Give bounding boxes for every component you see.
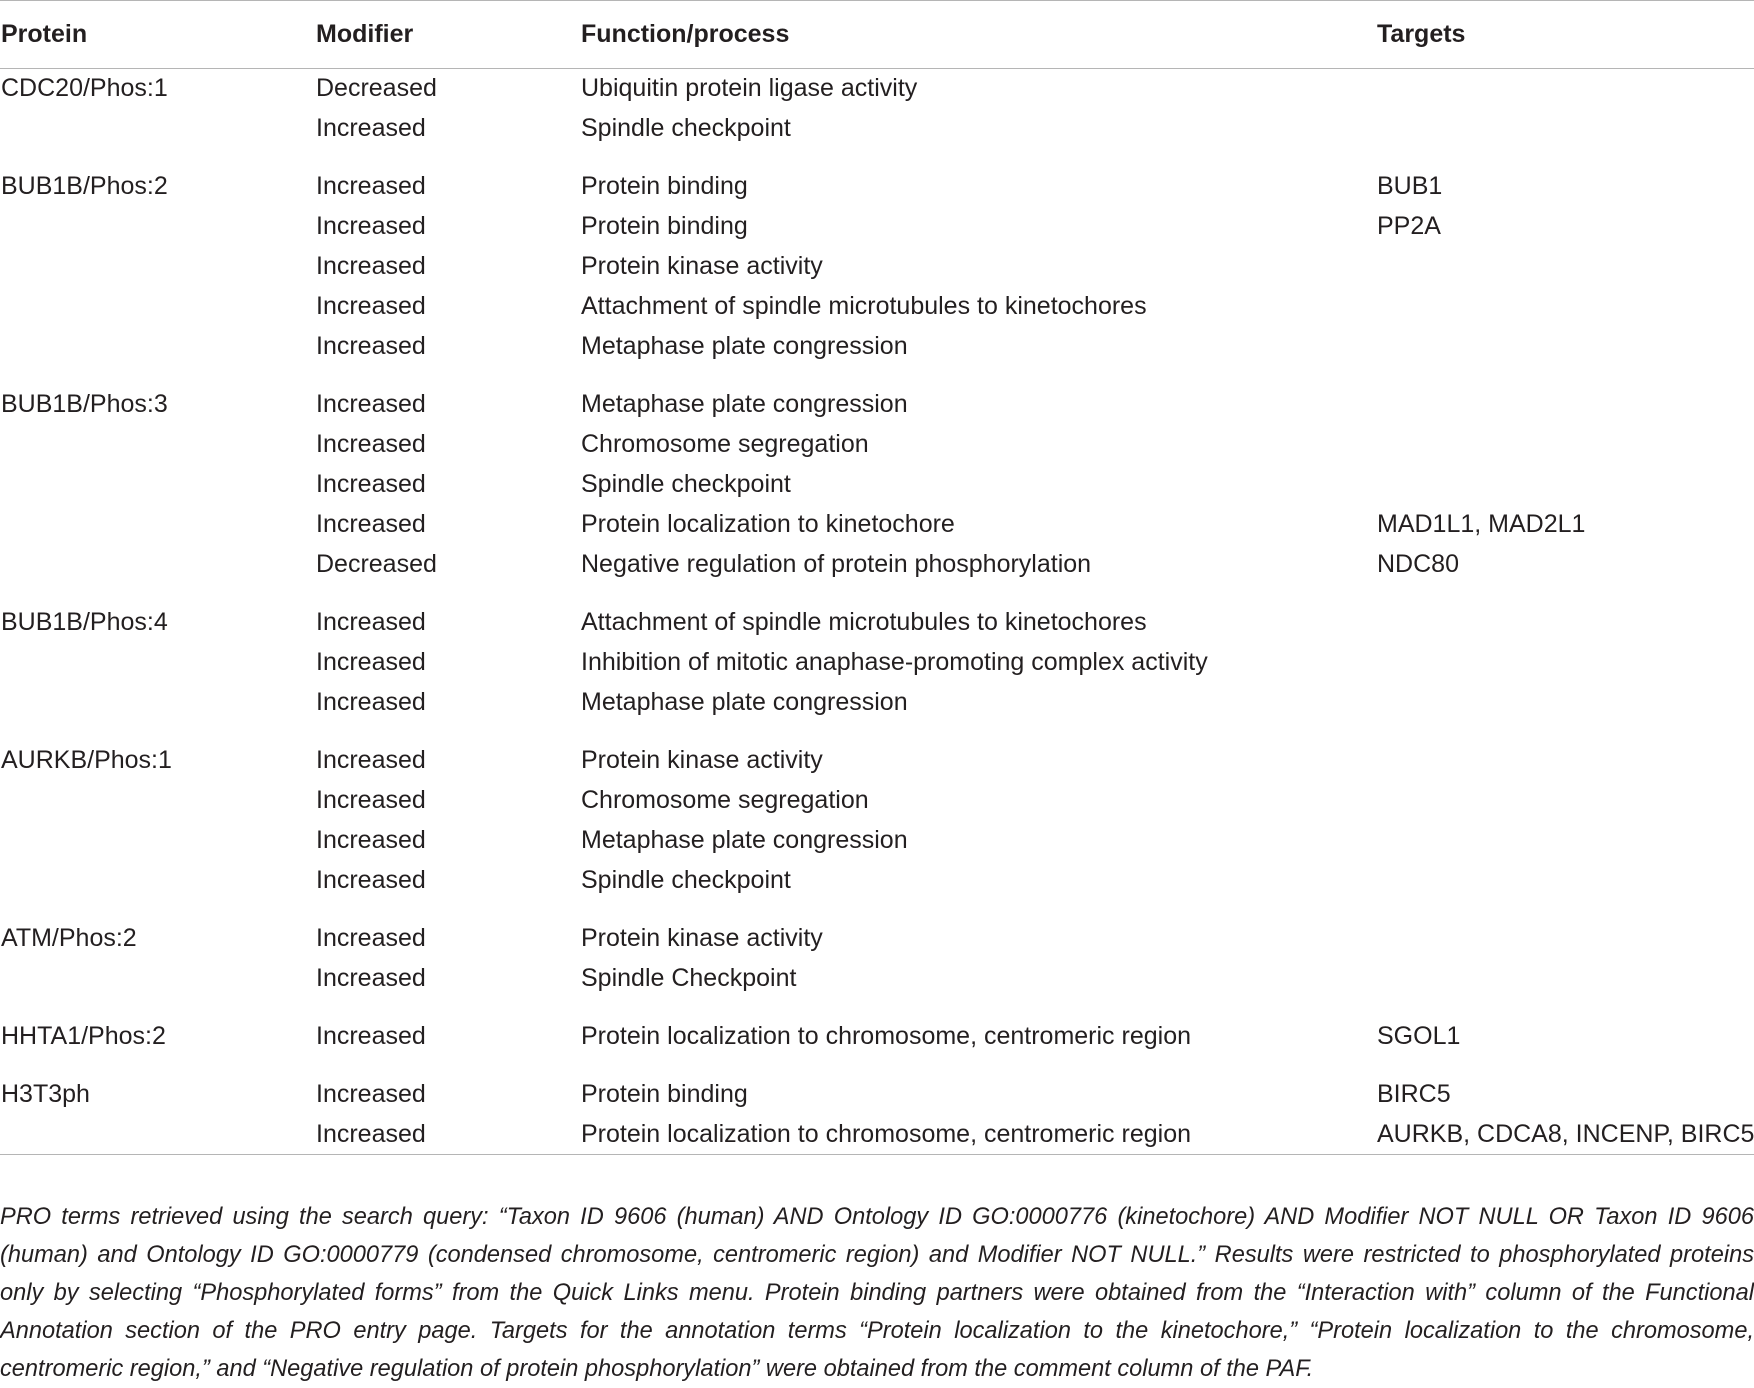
function-cell: Attachment of spindle microtubules to kinetochores [581,292,1147,320]
targets-cell: PP2A [1377,212,1441,240]
protein-cell [0,505,315,545]
function-cell: Protein localization to chromosome, centromeric region [581,1022,1191,1050]
protein-cell [0,861,315,901]
header-row [0,1,1754,69]
table-row [0,545,1754,585]
protein-cell [0,207,315,247]
table-row [0,465,1754,505]
protein-cell [0,425,315,465]
modifier-cell: Increased [316,964,426,992]
modifier-cell: Increased [316,924,426,952]
modifier-cell: Increased [316,430,426,458]
targets-cell [1376,69,1754,109]
targets-cell [1376,327,1754,367]
modifier-cell: Increased [316,390,426,418]
modifier-cell: Increased [316,470,426,498]
protein-cell: H3T3ph [1,1080,90,1108]
table-body [0,69,1754,1155]
targets-cell: NDC80 [1377,550,1459,578]
table-row [0,149,1754,207]
targets-cell [1376,861,1754,901]
function-cell: Chromosome segregation [581,430,869,458]
function-cell: Protein kinase activity [581,252,823,280]
table-row [0,1115,1754,1155]
targets-cell: BUB1 [1377,172,1443,200]
modifier-cell: Increased [316,172,426,200]
targets-cell [1376,723,1754,781]
targets-cell: AURKB, CDCA8, INCENP, BIRC5 [1377,1119,1754,1148]
targets-cell [1376,425,1754,465]
protein-cell: AURKB/Phos:1 [1,746,172,774]
function-cell: Metaphase plate congression [581,826,908,854]
function-cell: Inhibition of mitotic anaphase-promoting complex activity [581,648,1208,676]
protein-cell [0,465,315,505]
targets-cell [1376,901,1754,959]
protein-cell: HHTA1/Phos:2 [1,1022,166,1050]
modifier-cell: Increased [316,212,426,240]
table-bottom-rule [0,1155,1754,1157]
modifier-cell: Increased [316,866,426,894]
table-row [0,207,1754,247]
function-cell: Negative regulation of protein phosphorylation [581,550,1092,578]
function-cell: Protein localization to kinetochore [581,510,955,538]
targets-cell [1376,465,1754,505]
protein-cell [0,683,315,723]
table-row [0,683,1754,723]
table-row [0,723,1754,781]
function-cell: Protein binding [581,1080,748,1108]
protein-cell: BUB1B/Phos:3 [1,390,168,418]
modifier-cell: Increased [316,1022,426,1050]
table-row [0,821,1754,861]
table-row [0,505,1754,545]
targets-cell [1376,585,1754,643]
table-row [0,247,1754,287]
function-cell: Attachment of spindle microtubules to kinetochores [581,608,1147,636]
table-row [0,861,1754,901]
modifier-cell: Increased [316,688,426,716]
modifier-cell: Increased [316,746,426,774]
modifier-cell: Increased [316,292,426,320]
function-cell: Protein binding [581,172,748,200]
function-cell: Spindle checkpoint [581,114,791,142]
protein-cell [0,1115,315,1155]
footnote-line: (human) and Ontology ID GO:0000779 (condensed chromosome, centromeric region) and Modifier NOT NULL.” Results were restricted to phosphorylated proteins [0,1242,1754,1268]
modifier-cell: Increased [316,510,426,538]
protein-cell [0,287,315,327]
protein-cell: CDC20/Phos:1 [1,74,168,103]
footnote-line: PRO terms retrieved using the search query: “Taxon ID 9606 (human) AND Ontology ID GO:0000776 (kinetochore) AND Modifier NOT NULL OR Taxon ID 9606 [0,1204,1754,1230]
function-cell: Spindle checkpoint [581,470,791,498]
table-row [0,643,1754,683]
footnote-line: only by selecting “Phosphorylated forms” from the Quick Links menu. Protein binding partners were obtained from the “Interaction with” column of the Functional [0,1280,1754,1306]
targets-cell [1376,367,1754,425]
targets-cell [1376,109,1754,149]
modifier-cell: Increased [316,608,426,636]
targets-cell: BIRC5 [1377,1080,1451,1108]
function-cell: Protein binding [581,212,748,240]
targets-cell [1376,821,1754,861]
table-row [0,425,1754,465]
modifier-cell: Increased [316,252,426,280]
table-row [0,367,1754,425]
targets-cell [1376,247,1754,287]
protein-cell [0,327,315,367]
header-modifier: Modifier [315,1,580,69]
table-row [0,999,1754,1057]
protein-cell [0,247,315,287]
function-cell: Spindle checkpoint [581,866,791,894]
function-cell: Spindle Checkpoint [581,964,797,992]
footnote-line: Annotation section of the PRO entry page. Targets for the annotation terms “Protein localization to the kinetochore,” “Protein localization to the chromosome, [0,1318,1754,1344]
protein-cell: BUB1B/Phos:4 [1,608,168,636]
header-protein: Protein [0,1,315,69]
header-function: Function/process [580,1,1376,69]
protein-cell [0,643,315,683]
function-cell: Metaphase plate congression [581,688,908,716]
table-row [0,69,1754,109]
table-row [0,585,1754,643]
function-cell: Chromosome segregation [581,786,869,814]
modifier-cell: Increased [316,1080,426,1108]
table-row [0,1057,1754,1115]
modifier-cell: Increased [316,1119,426,1148]
protein-cell [0,821,315,861]
targets-cell [1376,683,1754,723]
modifier-cell: Increased [316,786,426,814]
table-row [0,109,1754,149]
table-footnote [0,1198,1754,1388]
modifier-cell: Decreased [316,550,437,578]
protein-cell [0,109,315,149]
protein-cell: ATM/Phos:2 [1,924,137,952]
function-cell: Metaphase plate congression [581,390,908,418]
protein-cell [0,959,315,999]
modifier-cell: Decreased [316,74,437,103]
modifier-cell: Increased [316,114,426,142]
function-cell: Protein kinase activity [581,924,823,952]
targets-cell [1376,287,1754,327]
targets-cell: MAD1L1, MAD2L1 [1377,510,1586,538]
targets-cell: SGOL1 [1377,1022,1461,1050]
targets-cell [1376,643,1754,683]
protein-cell [0,781,315,821]
modifier-cell: Increased [316,648,426,676]
function-cell: Protein localization to chromosome, centromeric region [581,1119,1191,1148]
function-cell: Ubiquitin protein ligase activity [581,74,918,103]
function-cell: Metaphase plate congression [581,332,908,360]
modifier-cell: Increased [316,826,426,854]
header-targets: Targets [1376,1,1754,69]
protein-cell [0,545,315,585]
footnote-line: centromeric region,” and “Negative regulation of protein phosphorylation” were obtained from the comment column of the PAF. [0,1356,1314,1382]
table-row [0,901,1754,959]
targets-cell [1376,781,1754,821]
table-row [0,781,1754,821]
protein-cell: BUB1B/Phos:2 [1,172,168,200]
modifier-cell: Increased [316,332,426,360]
table-row [0,959,1754,999]
table-row [0,327,1754,367]
function-cell: Protein kinase activity [581,746,823,774]
table-row [0,287,1754,327]
targets-cell [1376,959,1754,999]
table-header [0,1,1754,69]
